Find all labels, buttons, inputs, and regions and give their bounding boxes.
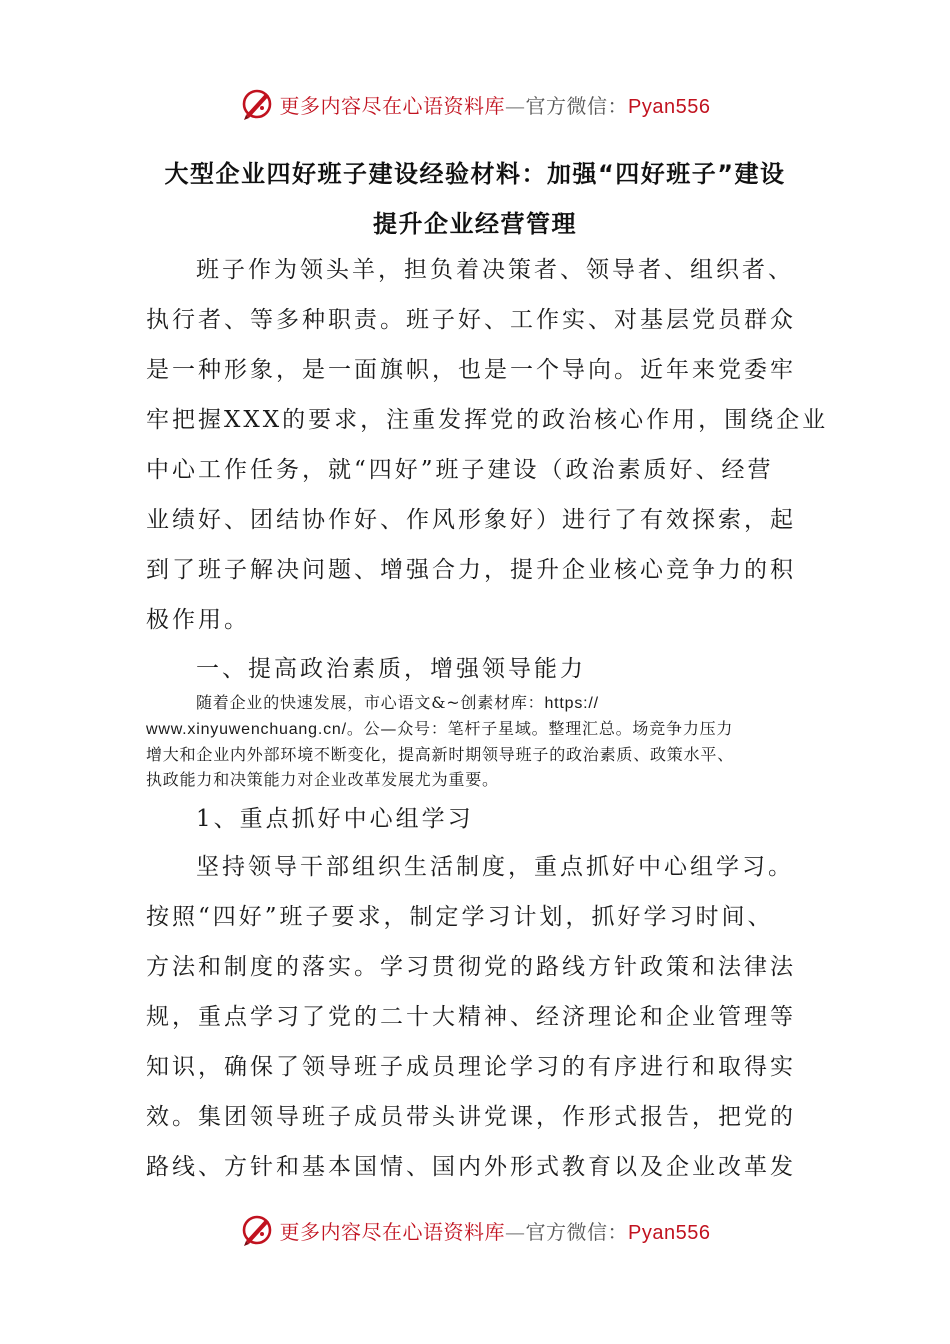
paragraph-line: 是一种形象，是一面旗帜，也是一个导向。近年来党委牢 [146,357,796,383]
pen-in-circle-logo-icon [240,87,274,121]
paragraph-line: 路线、方针和基本国情、国内外形式教育以及企业改革发 [146,1154,796,1180]
small-line [146,690,816,716]
pen-in-circle-logo-icon [240,1213,274,1247]
banner-wechat-label: 官方微信： [525,1219,629,1244]
small-line-text: 。公—众号：笔杆子星域。整理汇总。场竞争力压力 [346,719,734,738]
paragraph-line: 效。集团领导班子成员带头讲党课，作形式报告，把党的 [146,1104,796,1130]
paragraph-line: 按照“四好”班子要求，制定学习计划，抓好学习时间、 [146,904,774,930]
small-line [146,716,816,742]
banner-wechat-label: 官方微信： [525,93,629,118]
banner-title: 更多内容尽在心语资料库 [279,93,506,118]
paragraph-line: 方法和制度的落实。学习贯彻党的路线方针政策和法律法 [146,954,796,980]
paragraph-line: 坚持领导干部组织生活制度，重点抓好中心组学习。 [196,854,794,880]
paragraph-line: 极作用。 [146,607,250,633]
paragraph-line: 知识，确保了领导班子成员理论学习的有序进行和取得实 [146,1054,796,1080]
paragraph-line: 牢把握XXX的要求，注重发挥党的政治核心作用，围绕企业 [146,407,829,433]
paragraph-study [146,842,806,1192]
paragraph-intro [146,245,829,645]
url-link: www.xinyuwenchuang.cn/ [146,721,347,738]
banner-wechat-id: Pyan556 [628,95,711,118]
banner-dash: — [505,1219,526,1244]
document-title-line-1: 大型企业四好班子建设经验材料：加强“四好班子”建设 [164,160,786,188]
document-title-line-2: 提升企业经营管理 [373,210,577,238]
header-banner [0,84,950,124]
section-heading-1: 一、提高政治素质，增强领导能力 [196,656,586,682]
url-prefix: https:// [544,695,599,712]
subsection-heading-1: 1、重点抓好中心组学习 [196,806,474,832]
paragraph-line: 中心工作任务，就“四好”班子建设（政治素质好、经营 [146,457,774,483]
footer-banner [0,1210,950,1250]
small-line-text: 随着企业的快速发展，市心语文&~创素材库： [196,693,545,712]
paragraph-line: 规，重点学习了党的二十大精神、经济理论和企业管理等 [146,1004,796,1030]
banner-text [280,1216,711,1245]
inserted-small-text [146,690,816,792]
small-line: 增大和企业内外部环境不断变化，提高新时期领导班子的政治素质、政策水平、 [146,745,735,764]
banner-text [280,90,711,119]
paragraph-line: 到了班子解决问题、增强合力，提升企业核心竞争力的积 [146,557,796,583]
small-line: 执政能力和决策能力对企业改革发展尤为重要。 [146,770,499,789]
paragraph-line: 班子作为领头羊，担负着决策者、领导者、组织者、 [196,257,794,283]
banner-title: 更多内容尽在心语资料库 [279,1219,506,1244]
banner-wechat-id: Pyan556 [628,1221,711,1244]
banner-dash: — [505,93,526,118]
paragraph-line: 业绩好、团结协作好、作风形象好）进行了有效探索，起 [146,507,796,533]
paragraph-line: 执行者、等多种职责。班子好、工作实、对基层党员群众 [146,307,796,333]
